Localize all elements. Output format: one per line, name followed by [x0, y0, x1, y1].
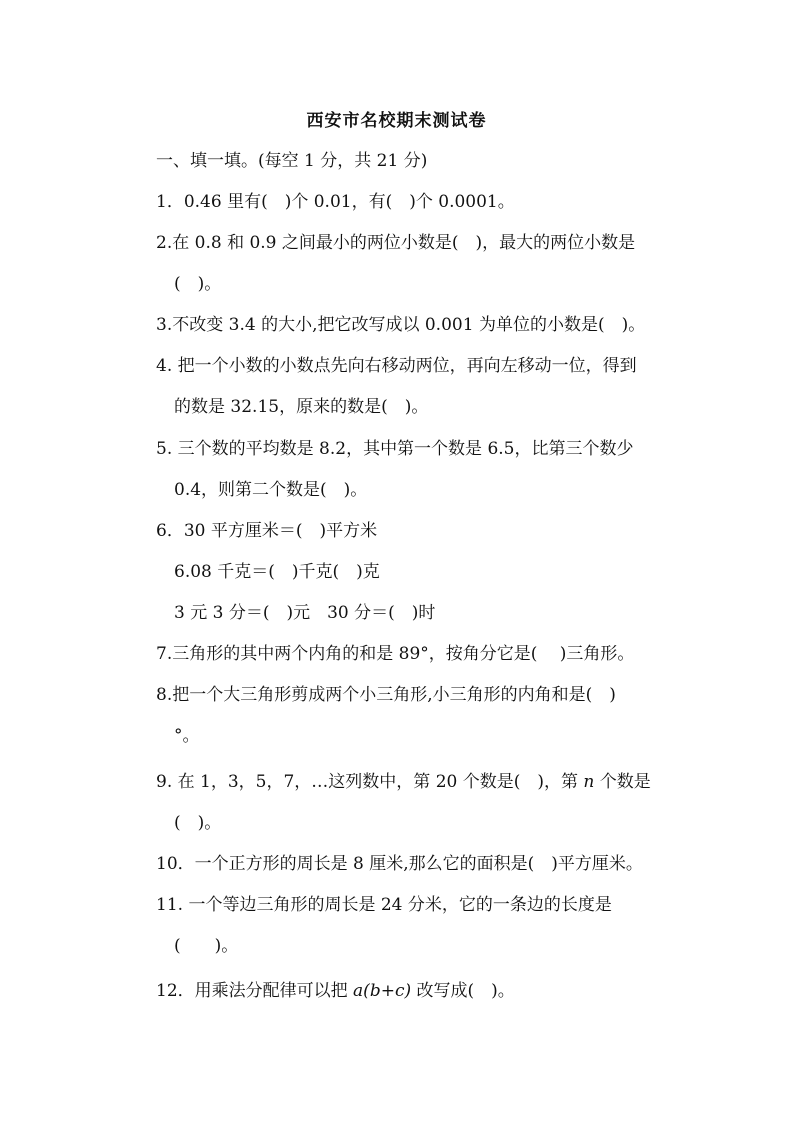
- question-7: 7.三角形的其中两个内角的和是 89°，按角分它是( )三角形。: [156, 644, 635, 664]
- question-3: 3.不改变 3.4 的大小,把它改写成以 0.001 为单位的小数是( )。: [156, 315, 646, 335]
- question-5-line-1: 5. 三个数的平均数是 8.2，其中第一个数是 6.5，比第三个数少: [156, 439, 634, 459]
- question-6-line-2: 6.08 千克＝( )千克( )克: [174, 562, 380, 582]
- question-12: [156, 980, 515, 1002]
- question-8-line-1: 8.把一个大三角形剪成两个小三角形,小三角形的内角和是( ): [156, 685, 616, 705]
- question-1: 1．0.46 里有( )个 0.01，有( )个 0.0001。: [156, 192, 515, 212]
- question-4-line-1: 4. 把一个小数的小数点先向右移动两位，再向左移动一位，得到: [156, 356, 637, 376]
- exam-title: 西安市名校期末测试卷: [306, 111, 487, 131]
- question-11-line-2: ( )。: [174, 936, 239, 956]
- question-9-text-start: 9. 在 1，3，5，7，…这列数中，第 20 个数是( )，第: [156, 772, 584, 792]
- question-2-line-1: 2.在 0.8 和 0.9 之间最小的两位小数是( )，最大的两位小数是: [156, 233, 636, 253]
- question-6-line-3: 3 元 3 分＝( )元 30 分＝( )时: [174, 603, 436, 623]
- question-6-line-1: 6．30 平方厘米＝( )平方米: [156, 521, 378, 541]
- question-11-line-1: 11. 一个等边三角形的周长是 24 分米，它的一条边的长度是: [156, 895, 612, 915]
- question-12-text-end: 改写成( )。: [411, 981, 515, 1001]
- question-8-line-2: °。: [174, 726, 200, 746]
- question-12-expression: a(b+c): [353, 981, 412, 1001]
- question-4-line-2: 的数是 32.15，原来的数是( )。: [174, 397, 429, 417]
- question-9-variable-n: n: [583, 772, 595, 792]
- question-9-line-1: [156, 771, 651, 793]
- question-9-text-end: 个数是: [594, 772, 651, 792]
- question-2-line-2: ( )。: [174, 274, 222, 294]
- question-5-line-2: 0.4，则第二个数是( )。: [174, 480, 368, 500]
- question-9-line-2: ( )。: [174, 813, 222, 833]
- section-heading: 一、填一填。(每空 1 分，共 21 分): [156, 151, 428, 171]
- question-10: 10．一个正方形的周长是 8 厘米,那么它的面积是( )平方厘米。: [156, 854, 643, 874]
- question-12-text-start: 12．用乘法分配律可以把: [156, 981, 354, 1001]
